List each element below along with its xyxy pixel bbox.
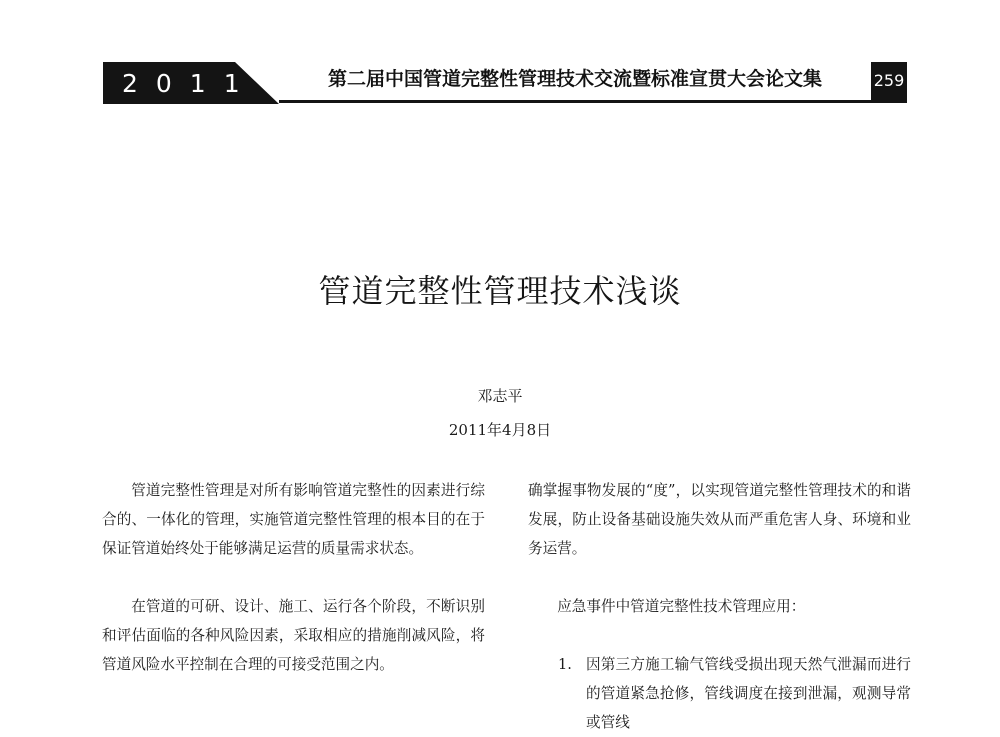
body-paragraph: 在管道的可研、设计、施工、运行各个阶段，不断识别和评估面临的各种风险因素，采取相应的措施削减风险，将管道风险水平控制在合理的可接受范围之内。 bbox=[102, 598, 485, 673]
section-intro: 应急事件中管道完整性技术管理应用： bbox=[557, 598, 806, 615]
header-rule bbox=[279, 100, 907, 103]
list-item bbox=[528, 650, 911, 737]
running-header-title: 第二届中国管道完整性管理技术交流暨标准宣贯大会论文集 bbox=[328, 68, 823, 90]
list-item-number: 1. bbox=[558, 656, 572, 673]
article-title: 管道完整性管理技术浅谈 bbox=[318, 272, 682, 310]
page-number: 259 bbox=[871, 62, 907, 100]
list-item-text: 因第三方施工输气管线受损出现天然气泄漏而进行的管道紧急抢修，管线调度在接到泄漏，观测导常或管线 bbox=[586, 656, 911, 731]
right-column bbox=[528, 476, 911, 737]
author-name: 邓志平 bbox=[477, 387, 523, 405]
left-column bbox=[102, 476, 485, 708]
continued-paragraph: 确掌握事物发展的“度”，以实现管道完整性管理技术的和谐发展，防止设备基础设施失效从而严重危害人身、环境和业务运营。 bbox=[528, 482, 911, 557]
publication-date: 2011年4月8日 bbox=[448, 421, 552, 439]
body-paragraph: 管道完整性管理是对所有影响管道完整性的因素进行综合的、一体化的管理，实施管道完整性管理的根本目的在于保证管道始终处于能够满足运营的质量需求状态。 bbox=[102, 482, 485, 557]
header-year: 2011 bbox=[122, 69, 258, 98]
